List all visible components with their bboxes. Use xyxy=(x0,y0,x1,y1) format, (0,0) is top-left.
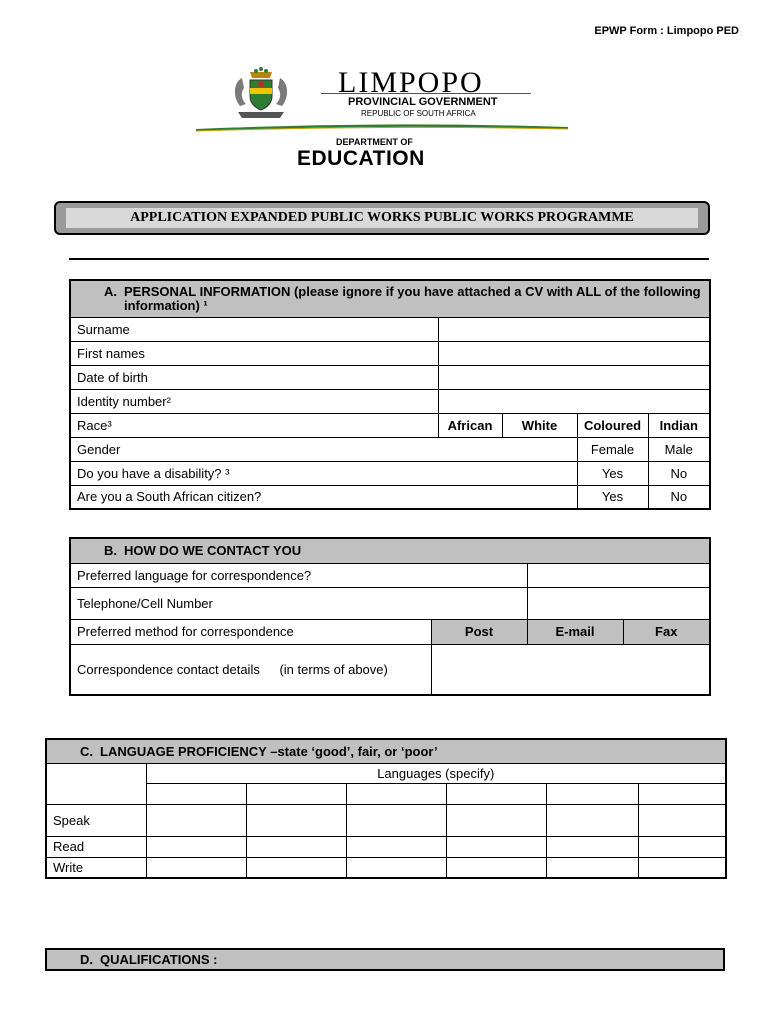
form-title: APPLICATION EXPANDED PUBLIC WORKS PUBLIC WORKS PROGRAMME xyxy=(66,208,698,228)
first-names-label: First names xyxy=(70,341,438,365)
disability-option-no[interactable]: No xyxy=(648,461,710,485)
surname-field[interactable] xyxy=(438,317,710,341)
language-name-field-6[interactable] xyxy=(638,783,726,804)
read-field[interactable] xyxy=(246,836,346,857)
languages-specify-label: Languages (specify) xyxy=(146,763,726,783)
telephone-label: Telephone/Cell Number xyxy=(70,587,527,619)
speak-field[interactable] xyxy=(246,804,346,836)
race-option-indian[interactable]: Indian xyxy=(648,413,710,437)
gender-label: Gender xyxy=(70,437,577,461)
citizen-option-yes[interactable]: Yes xyxy=(577,485,648,509)
date-of-birth-field[interactable] xyxy=(438,365,710,389)
section-c-title: LANGUAGE PROFICIENCY –state ‘good’, fair, or ‘poor’ xyxy=(100,743,438,759)
write-label: Write xyxy=(46,857,146,878)
preferred-language-field[interactable] xyxy=(527,563,710,587)
coat-of-arms-icon xyxy=(230,66,292,122)
race-option-african[interactable]: African xyxy=(438,413,502,437)
first-names-field[interactable] xyxy=(438,341,710,365)
speak-label: Speak xyxy=(46,804,146,836)
race-label: Race³ xyxy=(70,413,438,437)
contact-details-text: Correspondence contact details xyxy=(77,661,260,677)
date-of-birth-label: Date of birth xyxy=(70,365,438,389)
preferred-method-label: Preferred method for correspondence xyxy=(70,619,431,644)
section-c-letter: C. xyxy=(80,743,93,759)
race-option-coloured[interactable]: Coloured xyxy=(577,413,648,437)
section-a-header xyxy=(70,280,710,317)
disability-label: Do you have a disability? ³ xyxy=(70,461,577,485)
title-rule xyxy=(69,258,709,260)
section-a-letter: A. xyxy=(104,283,117,299)
logo-swoosh xyxy=(196,121,568,135)
logo-divider xyxy=(321,93,531,94)
province-name: LIMPOPO xyxy=(338,66,484,99)
disability-option-yes[interactable]: Yes xyxy=(577,461,648,485)
section-d-letter: D. xyxy=(80,952,93,967)
gender-option-female[interactable]: Female xyxy=(577,437,648,461)
section-b-title: HOW DO WE CONTACT YOU xyxy=(124,543,302,559)
department-of-label: DEPARTMENT OF xyxy=(336,137,413,147)
read-label: Read xyxy=(46,836,146,857)
language-name-field-5[interactable] xyxy=(546,783,638,804)
language-name-field-3[interactable] xyxy=(346,783,446,804)
government-name: PROVINCIAL GOVERNMENT xyxy=(348,96,498,108)
skill-header-blank xyxy=(46,763,146,804)
section-a-title-cont: information) ¹ xyxy=(124,297,208,313)
personal-information-table xyxy=(69,279,711,510)
section-b-letter: B. xyxy=(104,543,117,559)
section-d-title: QUALIFICATIONS : xyxy=(100,952,218,967)
citizen-label: Are you a South African citizen? xyxy=(70,485,577,509)
citizen-option-no[interactable]: No xyxy=(648,485,710,509)
contact-details-field[interactable] xyxy=(431,644,710,695)
form-title-banner xyxy=(54,201,710,235)
write-field[interactable] xyxy=(146,857,246,878)
write-field[interactable] xyxy=(546,857,638,878)
write-field[interactable] xyxy=(446,857,546,878)
identity-number-field[interactable] xyxy=(438,389,710,413)
language-name-field-1[interactable] xyxy=(146,783,246,804)
contact-table xyxy=(69,537,711,696)
form-identifier: EPWP Form : Limpopo PED xyxy=(594,25,739,37)
qualifications-table xyxy=(45,948,725,971)
speak-field[interactable] xyxy=(446,804,546,836)
education-label: EDUCATION xyxy=(297,147,425,170)
method-option-email[interactable]: E-mail xyxy=(527,619,623,644)
read-field[interactable] xyxy=(146,836,246,857)
write-field[interactable] xyxy=(346,857,446,878)
contact-details-note: (in terms of above) xyxy=(279,661,388,677)
read-field[interactable] xyxy=(638,836,726,857)
read-field[interactable] xyxy=(346,836,446,857)
preferred-language-label: Preferred language for correspondence? xyxy=(70,563,527,587)
section-a-title: PERSONAL INFORMATION (please ignore if you have attached a CV with ALL of the following xyxy=(124,283,701,299)
speak-field[interactable] xyxy=(346,804,446,836)
read-field[interactable] xyxy=(546,836,638,857)
surname-label: Surname xyxy=(70,317,438,341)
section-d-header xyxy=(46,949,724,970)
speak-field[interactable] xyxy=(546,804,638,836)
speak-field[interactable] xyxy=(638,804,726,836)
identity-number-label: Identity number² xyxy=(70,389,438,413)
republic-name: REPUBLIC OF SOUTH AFRICA xyxy=(361,109,476,118)
section-b-header xyxy=(70,538,710,563)
race-option-white[interactable]: White xyxy=(502,413,577,437)
section-c-header xyxy=(46,739,726,763)
write-field[interactable] xyxy=(246,857,346,878)
language-name-field-2[interactable] xyxy=(246,783,346,804)
write-field[interactable] xyxy=(638,857,726,878)
telephone-field[interactable] xyxy=(527,587,710,619)
language-name-field-4[interactable] xyxy=(446,783,546,804)
contact-details-label xyxy=(70,644,431,695)
read-field[interactable] xyxy=(446,836,546,857)
method-option-post[interactable]: Post xyxy=(431,619,527,644)
method-option-fax[interactable]: Fax xyxy=(623,619,710,644)
limpopo-education-logo xyxy=(196,62,568,174)
gender-option-male[interactable]: Male xyxy=(648,437,710,461)
speak-field[interactable] xyxy=(146,804,246,836)
language-proficiency-table xyxy=(45,738,727,879)
